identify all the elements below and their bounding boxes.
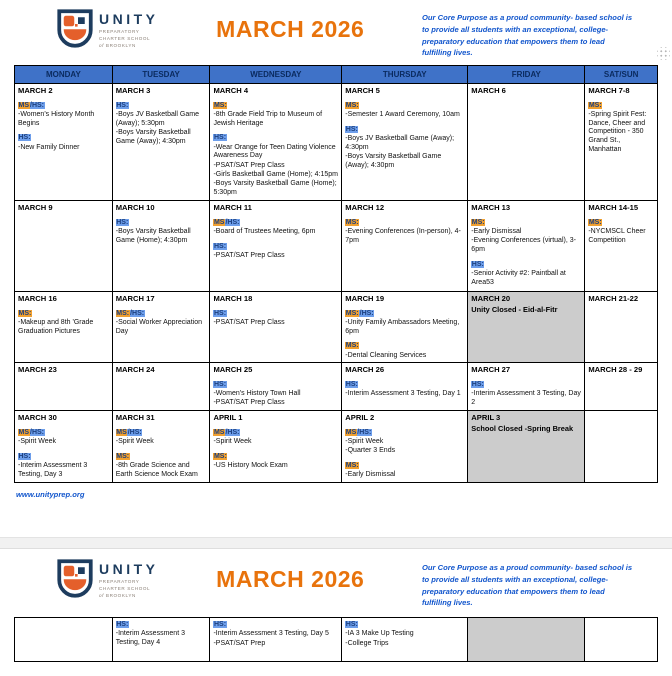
event-group bbox=[213, 621, 338, 648]
event-item: -Wear Orange for Teen Dating Violence Awareness Day bbox=[213, 143, 336, 160]
document-header bbox=[0, 0, 672, 59]
calendar-day-cell[interactable] bbox=[210, 201, 342, 292]
event-group bbox=[18, 310, 109, 337]
audience-label bbox=[116, 453, 207, 462]
event-group bbox=[345, 621, 464, 648]
ms-highlight-label: MS bbox=[18, 428, 29, 436]
logo-name: UNITY bbox=[99, 561, 159, 577]
event-item: -Boys Varsity Basketball Game (Home); 5:30pm bbox=[213, 180, 337, 196]
column-header-friday: FRIDAY bbox=[468, 66, 585, 84]
hs-highlight-label: HS: bbox=[471, 260, 484, 268]
audience-label bbox=[345, 310, 464, 319]
event-item: -Early Dismissal bbox=[345, 471, 396, 479]
event-item: -Makeup and 8th 'Grade Graduation Pictures bbox=[18, 318, 94, 335]
calendar-table bbox=[14, 65, 658, 483]
hs-highlight-label: /HS: bbox=[357, 428, 372, 436]
calendar-day-cell[interactable] bbox=[210, 84, 342, 201]
calendar-day-cell[interactable] bbox=[112, 363, 210, 411]
calendar-day-cell[interactable] bbox=[468, 411, 585, 483]
calendar-day-cell[interactable] bbox=[15, 84, 113, 201]
day-date: MARCH 17 bbox=[115, 294, 155, 304]
day-date: MARCH 24 bbox=[115, 365, 155, 375]
audience-label bbox=[116, 102, 207, 111]
audience-label bbox=[345, 621, 464, 630]
calendar-day-cell[interactable] bbox=[585, 84, 658, 201]
hs-highlight-label: /HS: bbox=[225, 218, 240, 226]
ms-highlight-label: MS: bbox=[471, 218, 485, 226]
closed-note: Unity Closed - Eid-al-Fitr bbox=[471, 304, 558, 314]
calendar-day-cell[interactable] bbox=[15, 411, 113, 483]
event-group bbox=[345, 342, 464, 360]
event-group bbox=[18, 453, 109, 480]
event-group bbox=[471, 261, 581, 288]
logo-name: UNITY bbox=[99, 11, 159, 27]
event-item: -Boys JV Basketball Game (Away); 4:30pm bbox=[345, 134, 455, 151]
hs-highlight-label: HS: bbox=[345, 380, 358, 388]
event-group bbox=[213, 429, 338, 447]
mission-statement: Our Core Purpose as a proud community- based school is to provide all students with an exceptional, college-preparatory education that empowers them to lead fulfilling lives. bbox=[422, 563, 633, 608]
hs-highlight-label: HS: bbox=[116, 218, 129, 226]
event-group bbox=[116, 310, 207, 337]
event-item: -IA 3 Make Up Testing bbox=[345, 630, 414, 638]
day-date: MARCH 26 bbox=[345, 365, 385, 375]
page-title: MARCH 2026 bbox=[216, 16, 365, 42]
day-date: MARCH 18 bbox=[213, 294, 253, 304]
audience-label bbox=[588, 102, 654, 111]
hs-highlight-label: HS: bbox=[213, 242, 227, 250]
calendar-day-cell[interactable] bbox=[468, 84, 585, 201]
calendar-day-cell[interactable] bbox=[342, 201, 468, 292]
hs-highlight-label: HS: bbox=[471, 380, 484, 388]
day-date: MARCH 13 bbox=[471, 203, 511, 213]
calendar-day-cell[interactable] bbox=[342, 84, 468, 201]
mission-statement: Our Core Purpose as a proud community- based school is to provide all students with an exceptional, college-preparatory education that empowers them to lead fulfilling lives. bbox=[422, 13, 633, 58]
event-item: -Boys Varsity Basketball Game (Home); 4:30pm bbox=[115, 227, 191, 244]
audience-label bbox=[213, 429, 338, 438]
column-header-thursday: THURSDAY bbox=[342, 66, 468, 84]
day-date: MARCH 27 bbox=[471, 365, 511, 375]
day-date: MARCH 5 bbox=[345, 86, 380, 96]
audience-label bbox=[471, 381, 581, 390]
ms-highlight-label: MS: bbox=[588, 218, 602, 226]
shield-logo-icon bbox=[57, 559, 93, 606]
logo-subline-1: PREPARATORY bbox=[99, 29, 140, 34]
week-row bbox=[15, 292, 658, 363]
logo-subline-2: CHARTER SCHOOL bbox=[99, 35, 151, 41]
week-row bbox=[15, 201, 658, 292]
hs-highlight-label: HS: bbox=[213, 134, 227, 142]
day-date: MARCH 21-22 bbox=[588, 294, 639, 304]
calendar-day-cell[interactable] bbox=[15, 363, 113, 411]
audience-label bbox=[116, 621, 207, 630]
ms-highlight-label: MS: bbox=[213, 101, 227, 109]
day-date: MARCH 19 bbox=[345, 294, 385, 304]
calendar-day-cell[interactable] bbox=[468, 292, 585, 363]
event-item: -Interim Assessment 3 Testing, Day 2 bbox=[471, 390, 581, 406]
calendar-day-cell[interactable] bbox=[342, 363, 468, 411]
hs-highlight-label: HS: bbox=[213, 380, 227, 388]
ms-highlight-label: MS: bbox=[116, 452, 130, 460]
hs-highlight-label: HS: bbox=[213, 309, 227, 317]
audience-label bbox=[471, 219, 581, 228]
event-item: -PSAT/SAT Prep Class bbox=[213, 251, 285, 259]
event-item: -Spirit Week bbox=[115, 437, 154, 445]
event-group bbox=[116, 453, 207, 480]
event-item: -PSAT/SAT Prep bbox=[213, 639, 266, 647]
calendar-day-cell[interactable] bbox=[210, 292, 342, 363]
day-date: MARCH 20 bbox=[471, 294, 511, 304]
audience-label bbox=[213, 134, 338, 143]
event-item: -Board of Trustees Meeting, 6pm bbox=[213, 227, 316, 235]
event-item: -Social Worker Appreciation Day bbox=[115, 318, 202, 335]
event-group bbox=[213, 243, 338, 261]
audience-label bbox=[213, 381, 338, 390]
ms-highlight-label: MS: bbox=[345, 342, 359, 350]
event-item: -Semester 1 Award Ceremony, 10am bbox=[345, 110, 460, 118]
calendar-day-cell[interactable] bbox=[585, 363, 658, 411]
audience-label bbox=[345, 342, 464, 351]
audience-label bbox=[213, 243, 338, 252]
day-date: MARCH 28 - 29 bbox=[588, 365, 643, 375]
hs-highlight-label: /HS: bbox=[30, 428, 44, 436]
event-item: -US History Mock Exam bbox=[213, 461, 288, 469]
hs-highlight-label: /HS: bbox=[225, 428, 240, 436]
event-group bbox=[213, 134, 338, 197]
closed-note: School Closed -Spring Break bbox=[471, 423, 574, 433]
shield-logo-icon bbox=[57, 9, 93, 56]
audience-label bbox=[471, 261, 581, 270]
calendar-day-cell[interactable] bbox=[342, 411, 468, 483]
calendar-day-cell[interactable] bbox=[15, 201, 113, 292]
event-item: -Women's History Town Hall bbox=[213, 390, 301, 398]
week-row bbox=[15, 411, 658, 483]
ms-highlight-label: MS bbox=[116, 428, 127, 436]
event-item: -Spirit Week bbox=[213, 437, 252, 445]
calendar-day-cell[interactable] bbox=[342, 618, 468, 662]
day-date: MARCH 4 bbox=[213, 86, 249, 96]
audience-label bbox=[345, 219, 464, 228]
hs-highlight-label: HS: bbox=[18, 452, 31, 460]
logo-subline-2: CHARTER SCHOOL bbox=[99, 585, 151, 591]
event-group bbox=[213, 102, 338, 129]
event-item: -Spirit Week bbox=[18, 437, 56, 445]
event-item: -Senior Activity #2: Paintball at Area53 bbox=[471, 269, 566, 286]
column-header-wednesday: WEDNESDAY bbox=[210, 66, 342, 84]
day-date: MARCH 9 bbox=[18, 203, 53, 213]
website-link[interactable]: www.unityprep.org bbox=[16, 490, 85, 500]
ms-highlight-label: MS: bbox=[588, 101, 602, 109]
calendar-day-cell[interactable] bbox=[210, 618, 342, 662]
day-date: MARCH 12 bbox=[345, 203, 385, 213]
week-row-continuation bbox=[15, 618, 658, 662]
day-date: APRIL 3 bbox=[471, 413, 501, 423]
calendar-day-cell[interactable] bbox=[112, 618, 210, 662]
event-item: -Interim Assessment 3 Testing, Day 5 bbox=[213, 630, 329, 638]
event-item: -PSAT/SAT Prep Class bbox=[213, 399, 285, 407]
calendar-day-cell[interactable] bbox=[112, 411, 210, 483]
day-date: MARCH 25 bbox=[213, 365, 253, 375]
calendar-day-cell[interactable] bbox=[585, 618, 658, 662]
ms-highlight-label: MS: bbox=[116, 309, 130, 317]
calendar-day-cell[interactable] bbox=[468, 618, 585, 662]
event-group bbox=[213, 381, 338, 408]
event-group bbox=[116, 102, 207, 147]
event-group bbox=[588, 102, 654, 155]
logo-subline-1: PREPARATORY bbox=[99, 579, 140, 584]
event-group bbox=[18, 429, 109, 447]
calendar-day-cell[interactable] bbox=[468, 363, 585, 411]
ms-highlight-label: MS bbox=[213, 428, 225, 436]
event-group bbox=[18, 102, 109, 129]
calendar-day-cell[interactable] bbox=[585, 411, 658, 483]
day-date: MARCH 11 bbox=[213, 203, 252, 213]
event-item: -Evening Conferences (virtual), 3-6pm bbox=[471, 237, 576, 253]
calendar-day-cell[interactable] bbox=[15, 618, 113, 662]
audience-label bbox=[345, 126, 464, 135]
audience-label bbox=[18, 429, 109, 438]
hs-highlight-label: HS: bbox=[116, 621, 129, 629]
column-header-tuesday: TUESDAY bbox=[112, 66, 210, 84]
hs-highlight-label: /HS: bbox=[30, 101, 44, 109]
ms-highlight-label: MS: bbox=[345, 218, 359, 226]
day-date: APRIL 1 bbox=[213, 413, 243, 423]
event-item: -Interim Assessment 3 Testing, Day 4 bbox=[115, 630, 185, 647]
event-item: -Women's History Month Begins bbox=[18, 110, 95, 127]
event-item: -NYCMSCL Cheer Competition bbox=[588, 227, 646, 244]
event-group bbox=[345, 310, 464, 337]
event-group bbox=[345, 462, 464, 480]
day-date: MARCH 31 bbox=[115, 413, 155, 423]
audience-label bbox=[116, 429, 207, 438]
event-group bbox=[116, 621, 207, 648]
event-group bbox=[345, 381, 464, 399]
hs-highlight-label: /HS: bbox=[127, 428, 142, 436]
calendar-day-cell[interactable] bbox=[585, 292, 658, 363]
calendar-day-cell[interactable] bbox=[342, 292, 468, 363]
audience-label bbox=[213, 453, 338, 462]
day-date: MARCH 10 bbox=[115, 203, 155, 213]
event-item: -PSAT/SAT Prep Class bbox=[213, 161, 285, 169]
audience-label bbox=[18, 453, 109, 462]
ms-highlight-label: MS: bbox=[18, 309, 32, 317]
calendar-day-cell[interactable] bbox=[15, 292, 113, 363]
audience-label bbox=[345, 381, 464, 390]
hs-highlight-label: /HS: bbox=[359, 309, 374, 317]
event-item: -New Family Dinner bbox=[18, 143, 80, 151]
day-date: MARCH 14-15 bbox=[588, 203, 639, 213]
event-group bbox=[345, 126, 464, 171]
event-item: -Evening Conferences (In-person), 4-7pm bbox=[345, 227, 461, 244]
event-item: -PSAT/SAT Prep Class bbox=[213, 318, 285, 326]
audience-label bbox=[18, 134, 109, 143]
hs-highlight-label: HS: bbox=[18, 134, 31, 142]
event-item: -Unity Family Ambassadors Meeting, 6pm bbox=[345, 318, 460, 335]
hs-highlight-label: HS: bbox=[116, 101, 129, 109]
audience-label bbox=[345, 462, 464, 471]
logo-subline-3: of BROOKLYN bbox=[99, 42, 136, 48]
event-item: -Dental Cleaning Services bbox=[345, 351, 427, 359]
audience-label bbox=[588, 219, 654, 228]
day-date: MARCH 2 bbox=[18, 86, 53, 96]
event-item: -Early Dismissal bbox=[471, 227, 522, 235]
calendar-day-cell[interactable] bbox=[585, 201, 658, 292]
event-group bbox=[18, 134, 109, 152]
audience-label bbox=[213, 102, 338, 111]
day-date: MARCH 30 bbox=[18, 413, 57, 423]
ms-highlight-label: MS: bbox=[345, 101, 359, 109]
calendar-day-cell[interactable] bbox=[468, 201, 585, 292]
ms-highlight-label: MS bbox=[345, 428, 357, 436]
calendar-day-cell[interactable] bbox=[112, 84, 210, 201]
event-item: -Interim Assessment 3 Testing, Day 3 bbox=[18, 461, 88, 478]
calendar-day-cell[interactable] bbox=[210, 363, 342, 411]
ms-highlight-label: MS bbox=[18, 101, 29, 109]
logo-subline-3: of BROOKLYN bbox=[99, 592, 136, 598]
audience-label bbox=[345, 102, 464, 111]
week-row bbox=[15, 84, 658, 201]
school-logo bbox=[57, 9, 159, 56]
event-group bbox=[213, 453, 338, 471]
audience-label bbox=[213, 219, 338, 228]
hs-highlight-label: /HS: bbox=[130, 309, 145, 317]
event-group bbox=[213, 219, 338, 237]
day-date: APRIL 2 bbox=[345, 413, 375, 423]
event-group bbox=[116, 219, 207, 246]
event-item: -8th Grade Science and Earth Science Mock Exam bbox=[115, 461, 198, 478]
ms-highlight-label: MS: bbox=[345, 461, 359, 469]
ms-highlight-label: MS bbox=[213, 218, 225, 226]
audience-label bbox=[213, 310, 338, 319]
ms-highlight-label: MS: bbox=[345, 309, 359, 317]
ms-highlight-label: MS: bbox=[213, 452, 227, 460]
audience-label bbox=[213, 621, 338, 630]
event-item: -Interim Assessment 3 Testing, Day 1 bbox=[345, 390, 461, 398]
day-date: MARCH 7-8 bbox=[588, 86, 630, 96]
audience-label bbox=[116, 310, 207, 319]
event-item: -Girls Basketball Game (Home); 4:15pm bbox=[213, 170, 338, 178]
event-item: -Boys Varsity Basketball Game (Away); 4:30pm bbox=[345, 152, 442, 169]
event-item: -Spirit Week bbox=[345, 437, 384, 445]
hs-highlight-label: HS: bbox=[213, 621, 227, 629]
school-logo bbox=[57, 559, 159, 606]
calendar-day-cell[interactable] bbox=[112, 292, 210, 363]
day-date: MARCH 3 bbox=[115, 86, 151, 96]
event-item: -Boys Varsity Basketball Game (Away); 4:30pm bbox=[115, 128, 191, 145]
event-group bbox=[213, 310, 338, 328]
hs-highlight-label: HS: bbox=[345, 621, 358, 629]
calendar-continuation-table bbox=[14, 617, 658, 662]
event-group bbox=[588, 219, 654, 246]
page-separator bbox=[0, 537, 672, 549]
event-group bbox=[471, 219, 581, 255]
audience-label bbox=[116, 219, 207, 228]
document-header-page2 bbox=[0, 549, 672, 609]
table-drag-handle-icon[interactable] bbox=[657, 47, 670, 60]
event-item: -Spring Spirit Fest: Dance, Cheer and Competition - 350 Grand St., Manhattan bbox=[588, 110, 647, 153]
day-date: MARCH 16 bbox=[18, 294, 57, 304]
audience-label bbox=[345, 429, 464, 438]
calendar-day-cell[interactable] bbox=[210, 411, 342, 483]
day-date: MARCH 23 bbox=[18, 365, 57, 375]
event-group bbox=[345, 219, 464, 246]
column-header-sat-sun: SAT/SUN bbox=[585, 66, 658, 84]
event-group bbox=[116, 429, 207, 447]
event-item: -Quarter 3 Ends bbox=[345, 447, 396, 455]
page-title: MARCH 2026 bbox=[216, 566, 365, 592]
page-2 bbox=[0, 549, 672, 676]
event-item: -Boys JV Basketball Game (Away); 5:30pm bbox=[115, 110, 199, 127]
event-group bbox=[345, 102, 464, 120]
hs-highlight-label: HS: bbox=[345, 125, 358, 133]
event-group bbox=[345, 429, 464, 456]
event-item: -College Trips bbox=[345, 639, 389, 647]
calendar-day-cell[interactable] bbox=[112, 201, 210, 292]
week-row bbox=[15, 363, 658, 411]
column-header-monday: MONDAY bbox=[15, 66, 113, 84]
event-group bbox=[471, 381, 581, 408]
event-item: -8th Grade Field Trip to Museum of Jewish Heritage bbox=[213, 110, 323, 127]
day-date: MARCH 6 bbox=[471, 86, 506, 96]
audience-label bbox=[18, 310, 109, 319]
audience-label bbox=[18, 102, 109, 111]
